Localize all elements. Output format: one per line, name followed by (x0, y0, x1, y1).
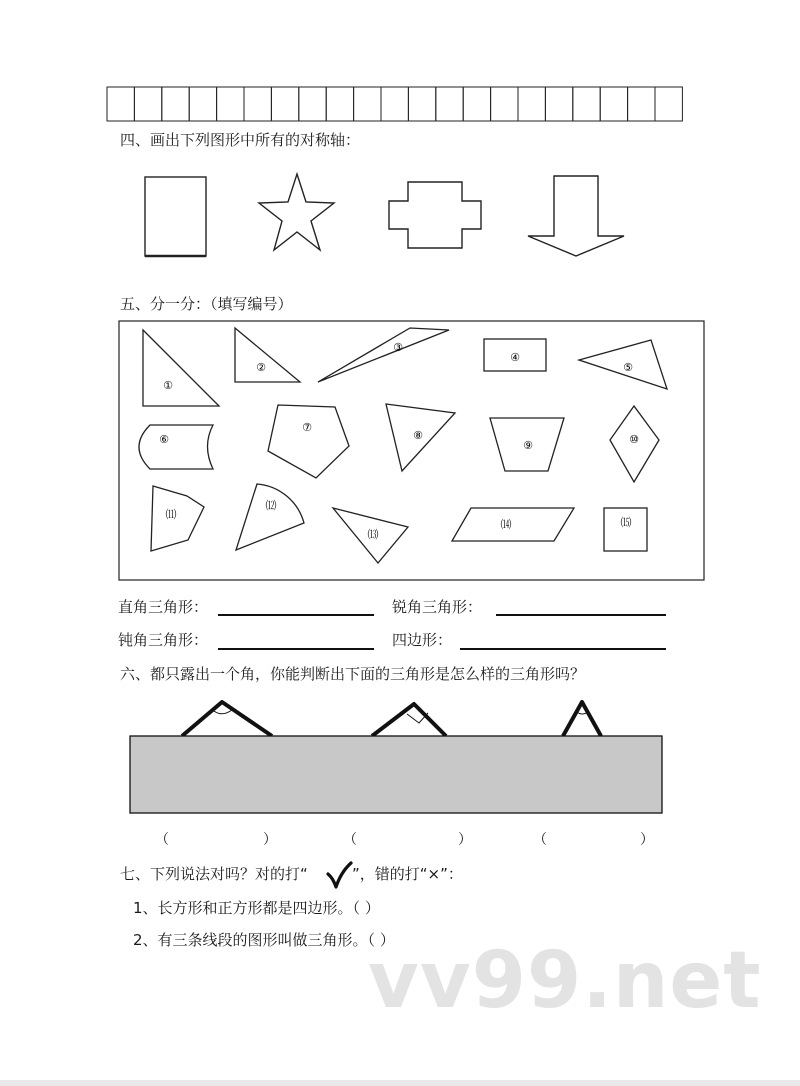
writing-grid (106, 86, 683, 126)
shape-2 (235, 328, 300, 382)
grid-box[interactable] (162, 87, 189, 121)
covering-card (130, 736, 662, 813)
section-7-title-part1: 七、下列说法对吗？对的打“ (120, 865, 308, 883)
quadrilateral-label: 四边形： (392, 631, 453, 649)
answer-paren-close-1: ） (263, 832, 277, 848)
shape-label: ① (163, 379, 173, 392)
arrow-shape (528, 176, 624, 256)
watermark: vv99.net (368, 936, 762, 1026)
shape-15 (604, 508, 647, 551)
grid-box[interactable] (463, 87, 490, 121)
grid-box[interactable] (271, 87, 298, 121)
answer-paren-open-2: （ (343, 832, 357, 848)
shape-label: ④ (510, 351, 520, 364)
right-angle (372, 704, 446, 736)
right-triangle-label: 直角三角形： (118, 598, 209, 616)
shape-label: ⑥ (159, 433, 169, 446)
shape-3 (318, 328, 449, 382)
shape-label: ⑧ (413, 429, 423, 442)
right-triangle-answer-line[interactable] (218, 614, 374, 616)
grid-box[interactable] (491, 87, 518, 121)
section-5-shape-panel (0, 318, 800, 584)
star-shape (259, 174, 334, 250)
grid-box[interactable] (299, 87, 326, 121)
section-6-title: 六、都只露出一个角，你能判断出下面的三角形是怎么样的三角形吗？ (120, 665, 586, 683)
shape-14 (452, 508, 574, 541)
statement-2: 2、有三条线段的图形叫做三角形。（ ） (133, 931, 395, 949)
grid-box[interactable] (545, 87, 572, 121)
shape-7 (268, 405, 349, 478)
grid-box[interactable] (107, 87, 134, 121)
shape-label: ⑾ (165, 508, 177, 521)
shape-label: ⑤ (623, 361, 633, 374)
grid-box[interactable] (655, 87, 682, 121)
answer-paren-close-3: ） (640, 832, 654, 848)
shape-label: ② (256, 361, 266, 374)
grid-box[interactable] (518, 87, 545, 121)
shape-1 (143, 330, 219, 406)
rectangle-shape (145, 177, 206, 256)
grid-box[interactable] (189, 87, 216, 121)
grid-box[interactable] (354, 87, 381, 121)
shape-11 (151, 486, 204, 551)
section-4-shapes (0, 160, 800, 270)
answer-paren-close-2: ） (458, 832, 472, 848)
shape-label: ③ (393, 341, 403, 354)
grid-box[interactable] (244, 87, 271, 121)
quadrilateral-answer-line[interactable] (460, 648, 666, 650)
answer-paren-open-1: （ (155, 832, 169, 848)
shape-label: ⑦ (302, 421, 312, 434)
acute-angle (563, 702, 601, 736)
grid-box[interactable] (573, 87, 600, 121)
shape-12 (236, 484, 304, 550)
shape-label: ⒁ (500, 518, 512, 531)
answer-paren-open-3: （ (533, 832, 547, 848)
shape-label: ⑨ (523, 439, 533, 452)
section-4-title: 四、画出下列图形中所有的对称轴： (120, 131, 361, 149)
grid-box[interactable] (217, 87, 244, 121)
shape-6 (139, 425, 213, 469)
grid-box[interactable] (381, 87, 408, 121)
check-mark-icon (326, 860, 354, 890)
shape-label: ⒀ (367, 528, 379, 541)
section-6-figure (0, 690, 800, 820)
obtuse-angle (182, 702, 272, 736)
grid-box[interactable] (436, 87, 463, 121)
statement-1: 1、长方形和正方形都是四边形。（ ） (133, 899, 380, 917)
obtuse-triangle-answer-line[interactable] (218, 648, 374, 650)
cross-shape (389, 182, 481, 248)
obtuse-triangle-label: 钝角三角形： (118, 631, 209, 649)
grid-box[interactable] (628, 87, 655, 121)
section-5-title: 五、分一分：（填写编号） (120, 295, 293, 313)
shape-label: ⑩ (629, 433, 639, 446)
grid-box[interactable] (134, 87, 161, 121)
grid-box[interactable] (600, 87, 627, 121)
shape-label: ⒂ (620, 516, 632, 529)
section-7-title-part2: ”，错的打“×”： (352, 865, 463, 883)
page-bottom-edge (0, 1080, 800, 1086)
shape-label: ⑿ (265, 499, 277, 512)
acute-triangle-answer-line[interactable] (496, 614, 666, 616)
grid-box[interactable] (408, 87, 435, 121)
grid-box[interactable] (326, 87, 353, 121)
acute-triangle-label: 锐角三角形： (392, 598, 483, 616)
